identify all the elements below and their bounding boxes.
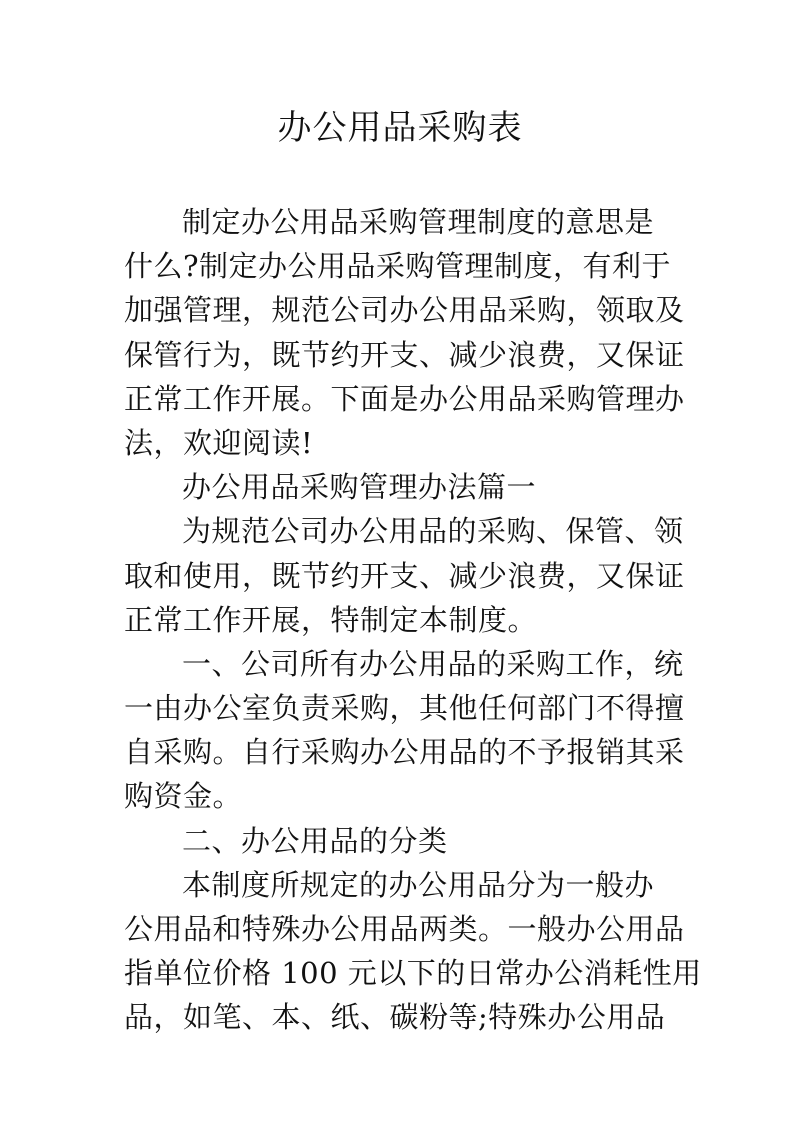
text-line: 品，如笔、本、纸、碳粉等;特殊办公用品 <box>124 1000 666 1035</box>
text-line: 为规范公司办公用品的采购、保管、领 <box>182 514 684 549</box>
text-line: 制定办公用品采购管理制度的意思是 <box>182 205 655 239</box>
text-line: 加强管理，规范公司办公用品采购，领取及 <box>124 293 685 328</box>
text-line: 本制度所规定的办公用品分为一般办 <box>182 867 655 902</box>
text-line: 公用品和特殊办公用品两类。一般办公用品 <box>124 912 685 946</box>
text-line: 保管行为，既节约开支、减少浪费，又保证 <box>124 337 685 372</box>
text-line: 自采购。自行采购办公用品的不予报销其采 <box>124 735 685 770</box>
text-line: 法，欢迎阅读! <box>124 425 314 460</box>
text-line: 正常工作开展。下面是办公用品采购管理办 <box>124 381 685 416</box>
text-line: 什么?制定办公用品采购管理制度，有利于 <box>124 249 672 284</box>
text-line: 指单位价格 100 元以下的日常办公消耗性用 <box>124 956 702 991</box>
section-heading: 办公用品采购管理办法篇一 <box>182 470 537 505</box>
text-line: 一、公司所有办公用品的采购工作，统 <box>182 646 684 681</box>
text-line: 购资金。 <box>124 779 243 814</box>
text-line: 一由办公室负责采购，其他任何部门不得擅 <box>124 691 685 726</box>
text-line: 取和使用，既节约开支、减少浪费，又保证 <box>124 558 685 593</box>
document-body <box>124 200 702 1040</box>
text-line: 正常工作开展，特制定本制度。 <box>124 602 538 637</box>
section-heading: 二、办公用品的分类 <box>182 823 448 858</box>
document-title: 办公用品采购表 <box>277 108 523 148</box>
